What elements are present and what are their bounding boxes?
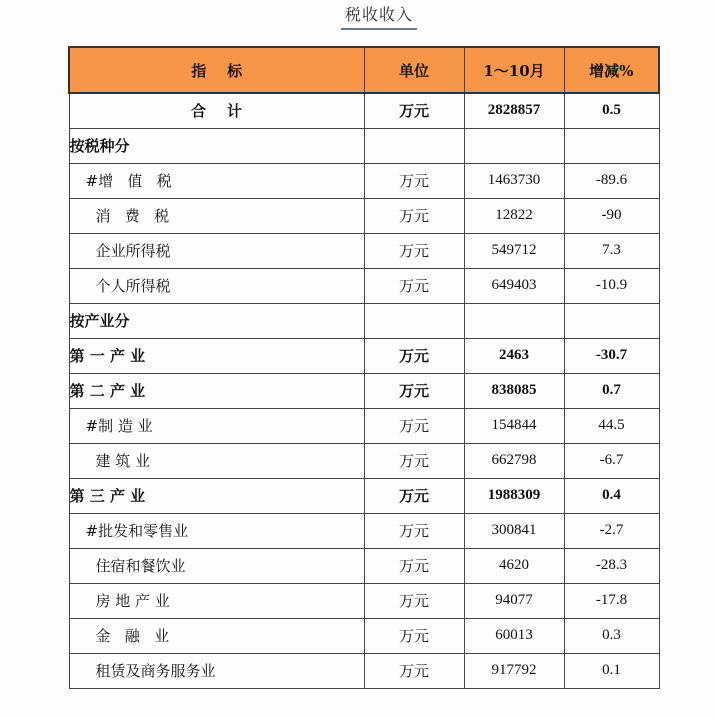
table-row xyxy=(69,478,659,513)
tax-revenue-table xyxy=(68,46,660,689)
table-row xyxy=(69,338,659,373)
row-name: #批发和零售业 xyxy=(69,513,364,548)
row-unit: 万元 xyxy=(364,583,464,618)
header-unit: 单位 xyxy=(364,47,464,93)
row-name: 住宿和餐饮业 xyxy=(69,548,364,583)
row-unit: 万元 xyxy=(364,338,464,373)
row-unit: 万元 xyxy=(364,163,464,198)
row-value: 300841 xyxy=(464,513,564,548)
row-name: 房 地 产 业 xyxy=(69,583,364,618)
row-name: 按税种分 xyxy=(69,128,364,163)
row-value xyxy=(464,128,564,163)
row-change: 0.1 xyxy=(564,653,659,688)
row-name: 个人所得税 xyxy=(69,268,364,303)
table-row xyxy=(69,443,659,478)
row-value: 649403 xyxy=(464,268,564,303)
row-change: -28.3 xyxy=(564,548,659,583)
row-change: -30.7 xyxy=(564,338,659,373)
table-row xyxy=(69,513,659,548)
row-unit: 万元 xyxy=(364,93,464,128)
row-unit xyxy=(364,303,464,338)
table-row xyxy=(69,268,659,303)
row-name: 合 计 xyxy=(69,93,364,128)
row-unit: 万元 xyxy=(364,618,464,653)
row-change: 7.3 xyxy=(564,233,659,268)
row-change xyxy=(564,128,659,163)
row-value: 2828857 xyxy=(464,93,564,128)
row-value: 838085 xyxy=(464,373,564,408)
table-row xyxy=(69,198,659,233)
row-name: #增 值 税 xyxy=(69,163,364,198)
table-row xyxy=(69,128,659,163)
row-name: 按产业分 xyxy=(69,303,364,338)
row-value xyxy=(464,303,564,338)
row-unit: 万元 xyxy=(364,548,464,583)
header-change: 增减% xyxy=(564,47,659,93)
row-value: 917792 xyxy=(464,653,564,688)
row-value: 1988309 xyxy=(464,478,564,513)
row-name: 金 融 业 xyxy=(69,618,364,653)
row-unit: 万元 xyxy=(364,373,464,408)
row-unit: 万元 xyxy=(364,653,464,688)
row-value: 60013 xyxy=(464,618,564,653)
table-row xyxy=(69,373,659,408)
row-change: 0.5 xyxy=(564,93,659,128)
table-row xyxy=(69,618,659,653)
table-row xyxy=(69,583,659,618)
row-name: 建 筑 业 xyxy=(69,443,364,478)
table-row xyxy=(69,93,659,128)
table-row xyxy=(69,548,659,583)
row-unit: 万元 xyxy=(364,478,464,513)
row-unit: 万元 xyxy=(364,233,464,268)
row-change: 0.3 xyxy=(564,618,659,653)
row-name: 消 费 税 xyxy=(69,198,364,233)
row-name: 第 二 产 业 xyxy=(69,373,364,408)
row-unit: 万元 xyxy=(364,268,464,303)
row-unit: 万元 xyxy=(364,408,464,443)
page-title: 税收收入 xyxy=(341,4,417,30)
table-row xyxy=(69,163,659,198)
table-row xyxy=(69,303,659,338)
row-value: 154844 xyxy=(464,408,564,443)
row-change: -10.9 xyxy=(564,268,659,303)
row-unit: 万元 xyxy=(364,443,464,478)
row-name: 第 一 产 业 xyxy=(69,338,364,373)
row-change: 44.5 xyxy=(564,408,659,443)
row-change: -90 xyxy=(564,198,659,233)
row-name: 租赁及商务服务业 xyxy=(69,653,364,688)
row-unit: 万元 xyxy=(364,198,464,233)
header-indicator: 指 标 xyxy=(69,47,364,93)
table-header-row xyxy=(69,47,659,93)
row-value: 1463730 xyxy=(464,163,564,198)
row-change xyxy=(564,303,659,338)
row-change: -17.8 xyxy=(564,583,659,618)
row-change: 0.4 xyxy=(564,478,659,513)
table-row xyxy=(69,653,659,688)
header-period: 1～10月 xyxy=(464,47,564,93)
row-value: 12822 xyxy=(464,198,564,233)
row-change: -2.7 xyxy=(564,513,659,548)
row-change: -89.6 xyxy=(564,163,659,198)
row-unit xyxy=(364,128,464,163)
row-name: 第 三 产 业 xyxy=(69,478,364,513)
row-change: 0.7 xyxy=(564,373,659,408)
table-row xyxy=(69,233,659,268)
row-value: 4620 xyxy=(464,548,564,583)
row-name: #制 造 业 xyxy=(69,408,364,443)
row-change: -6.7 xyxy=(564,443,659,478)
row-value: 94077 xyxy=(464,583,564,618)
row-value: 2463 xyxy=(464,338,564,373)
row-name: 企业所得税 xyxy=(69,233,364,268)
row-value: 549712 xyxy=(464,233,564,268)
row-value: 662798 xyxy=(464,443,564,478)
row-unit: 万元 xyxy=(364,513,464,548)
table-row xyxy=(69,408,659,443)
